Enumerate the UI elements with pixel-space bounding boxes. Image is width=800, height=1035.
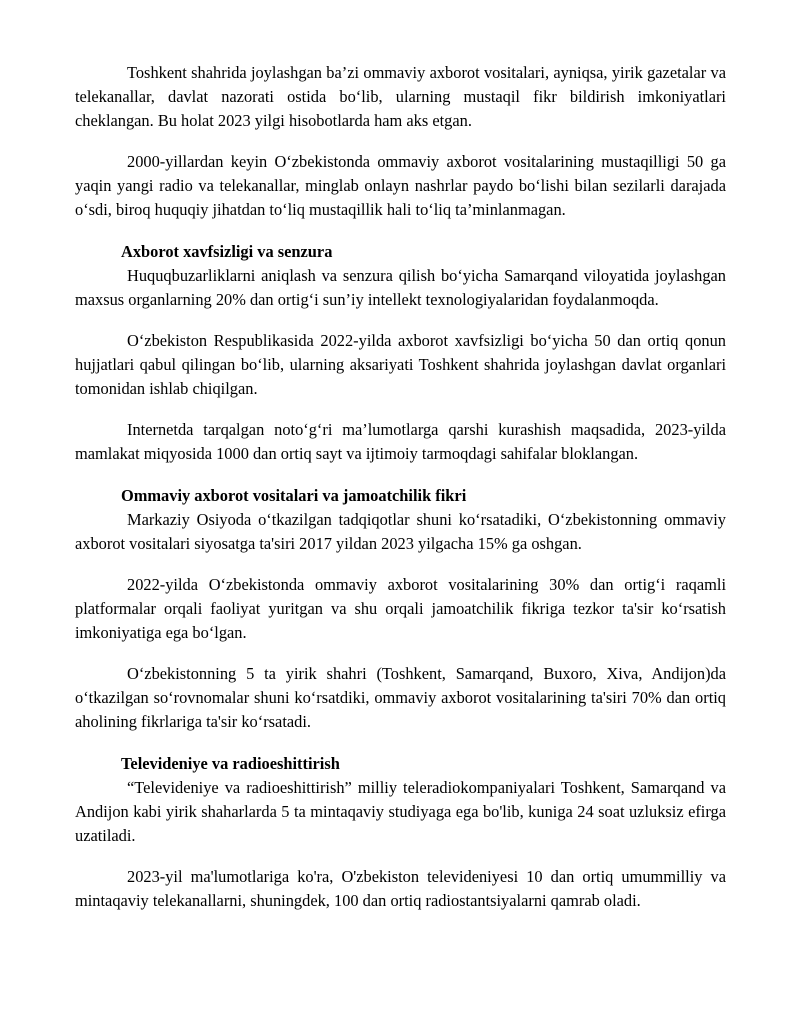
- paragraph: “Televideniye va radioeshittirish” milliy teleradiokompaniyalari Toshkent, Samarqand va Andijon kabi yirik shaharlarda 5 ta mintaqaviy studiyaga ega bo'lib, kuniga 24 soat uzluksiz efirga uzatiladi.: [75, 778, 726, 845]
- paragraph: O‘zbekistonning 5 ta yirik shahri (Toshkent, Samarqand, Buxoro, Xiva, Andijon)da o‘tkazilgan so‘rovnomalar shuni ko‘rsatdiki, ommaviy axborot vositalarining ta'siri 70% dan ortiq aholining fikrlariga ta'sir ko‘rsatadi.: [75, 664, 726, 731]
- paragraph: 2000-yillardan keyin O‘zbekistonda ommaviy axborot vositalarining mustaqilligi 50 ga yaqin yangi radio va telekanallar, minglab onlayn nashrlar paydo bo‘lishi bilan sezilarli darajada o‘sdi, biroq huquqiy jihatdan to‘liq mustaqillik hali to‘liq ta’minlanmagan.: [75, 152, 726, 219]
- paragraph: 2022-yilda O‘zbekistonda ommaviy axborot vositalarining 30% dan ortig‘i raqamli platformalar orqali faoliyat yuritgan va shu orqali jamoatchilik fikriga tezkor ta'sir ko‘rsatish imkoniyatiga ega bo‘lgan.: [75, 575, 726, 642]
- paragraph: O‘zbekiston Respublikasida 2022-yilda axborot xavfsizligi bo‘yicha 50 dan ortiq qonun hujjatlari qabul qilingan bo‘lib, ularning aksariyati Toshkent shahrida joylashgan davlat organlari tomonidan ishlab chiqilgan.: [75, 331, 726, 398]
- section-heading: Televideniye va radioeshittirish: [121, 754, 340, 773]
- paragraph: Huquqbuzarliklarni aniqlash va senzura qilish bo‘yicha Samarqand viloyatida joylashgan maxsus organlarning 20% dan ortig‘i sun’iy intellekt texnologiyalaridan foydalanmoqda.: [75, 266, 726, 309]
- paragraph: Toshkent shahrida joylashgan ba’zi ommaviy axborot vositalari, ayniqsa, yirik gazetalar va telekanallar, davlat nazorati ostida bo‘lib, ularning mustaqil fikr bildirish imkoniyatlari cheklangan. Bu holat 2023 yilgi hisobotlarda ham aks etgan.: [75, 63, 726, 130]
- section-heading: Ommaviy axborot vositalari va jamoatchilik fikri: [121, 486, 467, 505]
- document-page: [75, 61, 726, 913]
- paragraph: 2023-yil ma'lumotlariga ko'ra, O'zbekiston televideniyesi 10 dan ortiq umummilliy va mintaqaviy telekanallarni, shuningdek, 100 dan ortiq radiostantsiyalarni qamrab oladi.: [75, 867, 726, 910]
- paragraph: Internetda tarqalgan noto‘g‘ri ma’lumotlarga qarshi kurashish maqsadida, 2023-yilda mamlakat miqyosida 1000 dan ortiq sayt va ijtimoiy tarmoqdagi sahifalar bloklangan.: [75, 420, 726, 463]
- paragraph: Markaziy Osiyoda o‘tkazilgan tadqiqotlar shuni ko‘rsatadiki, O‘zbekistonning ommaviy axborot vositalari siyosatga ta'siri 2017 yildan 2023 yilgacha 15% ga oshgan.: [75, 510, 726, 553]
- section-heading: Axborot xavfsizligi va senzura: [121, 242, 333, 261]
